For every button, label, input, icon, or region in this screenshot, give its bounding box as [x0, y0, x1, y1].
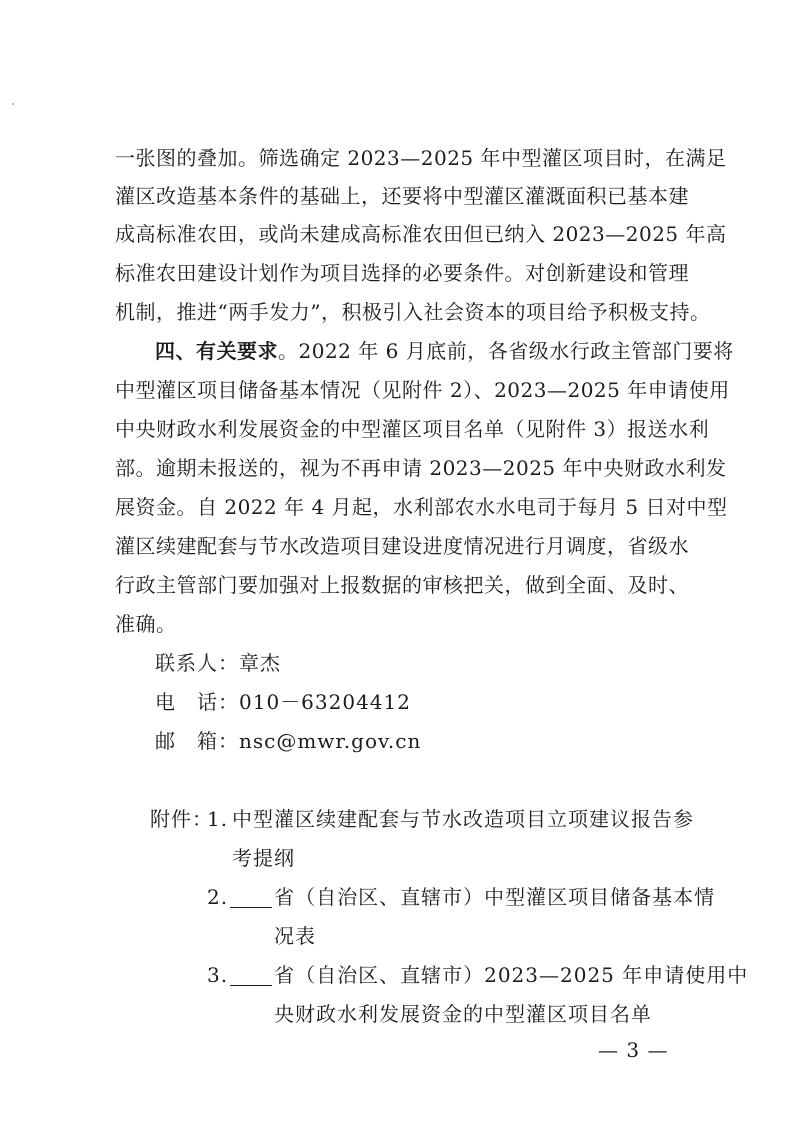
contact-person: 联系人：章杰: [155, 651, 281, 675]
attachment-2-line1: [207, 879, 715, 915]
section-line-3: 部。逾期未报送的，视为不再申请 2023—2025 年中央财政水利发: [115, 456, 727, 480]
section-line-1: 中型灌区项目储备基本情况（见附件 2）、2023—2025 年申请使用: [115, 378, 730, 402]
page-number: — 3 —: [598, 1038, 669, 1062]
section-heading-line: [155, 333, 734, 369]
body-line-4: 标准农田建设计划作为项目选择的必要条件。对创新建设和管理: [115, 261, 689, 285]
fill-in-blank: [230, 963, 272, 986]
section-heading: 四、有关要求: [155, 339, 278, 363]
body-line-1: 一张图的叠加。筛选确定 2023—2025 年中型灌区项目时，在满足: [115, 146, 727, 170]
attachment-3-title-line2: 央财政水利发展资金的中型灌区项目名单: [274, 1002, 652, 1026]
section-line-2: 中央财政水利发展资金的中型灌区项目名单（见附件 3）报送水利: [115, 417, 710, 441]
section-line-7: 准确。: [115, 612, 177, 636]
attachments-label: 附件：: [150, 807, 213, 831]
attachment-3-line1: [207, 957, 748, 993]
attachment-2-number: 2.: [207, 885, 229, 909]
attachment-2-title-line2: 况表: [274, 924, 316, 948]
contact-email: 邮 箱：nsc@mwr.gov.cn: [155, 729, 422, 753]
attachment-1-title-line1: 中型灌区续建配套与节水改造项目立项建议报告参: [232, 807, 694, 831]
attachment-3-number: 3.: [207, 963, 229, 987]
body-line-5: 机制，推进“两手发力”，积极引入社会资本的项目给予积极支持。: [115, 300, 711, 324]
section-line-5: 灌区续建配套与节水改造项目建设进度情况进行月调度，省级水: [115, 534, 689, 558]
section-line-4: 展资金。自 2022 年 4 月起，水利部农水水电司于每月 5 日对中型: [115, 495, 728, 519]
scan-speck: [12, 103, 14, 105]
contact-phone: 电 话：010－63204412: [155, 690, 411, 714]
attachment-3-title-line1: 省（自治区、直辖市）2023—2025 年申请使用中: [274, 963, 749, 987]
fill-in-blank: [230, 885, 272, 908]
body-line-3: 成高标准农田，或尚未建成高标准农田但已纳入 2023—2025 年高: [115, 222, 727, 246]
attachment-2-title-line1: 省（自治区、直辖市）中型灌区项目储备基本情: [274, 885, 716, 909]
attachment-1-number: 1.: [207, 807, 229, 831]
body-line-2: 灌区改造基本条件的基础上，还要将中型灌区灌溉面积已基本建: [115, 184, 689, 208]
section-line-6: 行政主管部门要加强对上报数据的审核把关，做到全面、及时、: [115, 573, 689, 597]
section-heading-rest: 。2022 年 6 月底前，各省级水行政主管部门要将: [278, 339, 734, 363]
attachment-1-title-line2: 考提纲: [232, 846, 295, 870]
